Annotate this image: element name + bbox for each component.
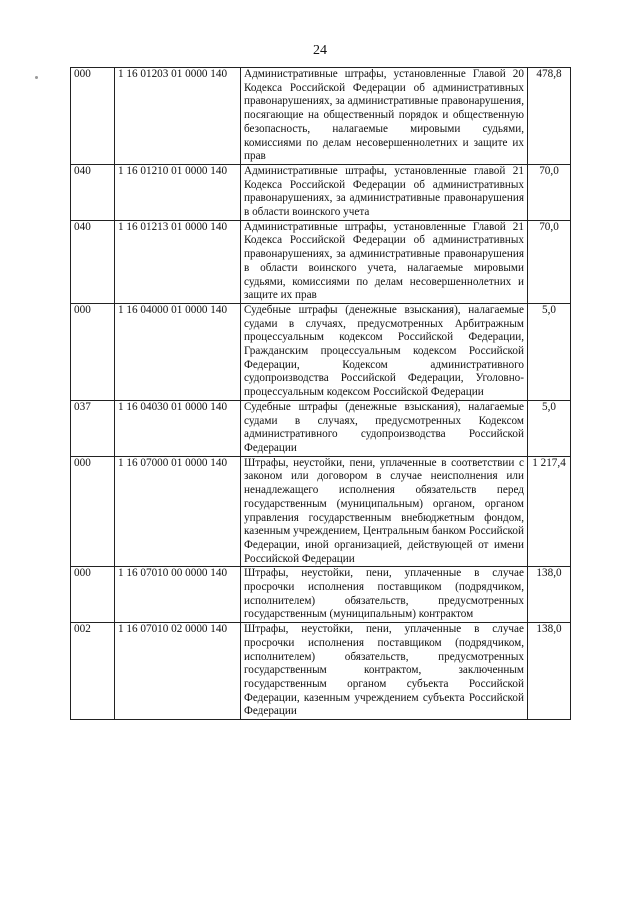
admin-code-cell: 037 [71,400,115,456]
amount-cell: 138,0 [528,623,571,720]
amount-cell: 1 217,4 [528,456,571,567]
table-row [71,623,571,720]
table-row [71,68,571,165]
table-row [71,456,571,567]
budget-code-cell: 1 16 04000 01 0000 140 [115,303,241,400]
revenue-name-cell: Административные штрафы, установленные главой 21 Кодекса Российской Федерации об административных правонарушениях, за административные правонарушения в области воинского учета [241,164,528,220]
budget-revenue-table [70,67,571,720]
amount-cell: 5,0 [528,303,571,400]
admin-code-cell: 040 [71,164,115,220]
table-row [71,303,571,400]
table-row [71,220,571,303]
budget-code-cell: 1 16 07010 02 0000 140 [115,623,241,720]
table-row [71,400,571,456]
admin-code-cell: 000 [71,567,115,623]
budget-code-cell: 1 16 01203 01 0000 140 [115,68,241,165]
admin-code-cell: 000 [71,456,115,567]
revenue-name-cell: Административные штрафы, установленные Главой 20 Кодекса Российской Федерации об административных правонарушениях, за административные правонарушения, посягающие на общественный порядок и общественную безопасность, налагаемые мировыми судьями, комиссиями по делам несовершеннолетних и защите их прав [241,68,528,165]
revenue-name-cell: Штрафы, неустойки, пени, уплаченные в случае просрочки исполнения поставщиком (подрядчиком, исполнителем) обязательств, предусмотренных государственным контрактом, заключенным государственным органом субъекта Российской Федерации, казенным учреждением субъекта Российской Федерации [241,623,528,720]
amount-cell: 138,0 [528,567,571,623]
table-body [71,68,571,720]
budget-code-cell: 1 16 07000 01 0000 140 [115,456,241,567]
budget-code-cell: 1 16 07010 00 0000 140 [115,567,241,623]
amount-cell: 70,0 [528,164,571,220]
budget-code-cell: 1 16 01210 01 0000 140 [115,164,241,220]
admin-code-cell: 000 [71,68,115,165]
admin-code-cell: 002 [71,623,115,720]
admin-code-cell: 000 [71,303,115,400]
revenue-name-cell: Штрафы, неустойки, пени, уплаченные в случае просрочки исполнения поставщиком (подрядчиком, исполнителем) обязательств, предусмотренных государственным (муниципальным) контрактом [241,567,528,623]
amount-cell: 70,0 [528,220,571,303]
revenue-name-cell: Административные штрафы, установленные Главой 21 Кодекса Российской Федерации об административных правонарушениях, за административные правонарушения в области воинского учета, налагаемые мировыми судьями, комиссиями по делам несовершеннолетних и защите их прав [241,220,528,303]
budget-code-cell: 1 16 01213 01 0000 140 [115,220,241,303]
amount-cell: 478,8 [528,68,571,165]
revenue-name-cell: Штрафы, неустойки, пени, уплаченные в соответствии с законом или договором в случае неисполнения или ненадлежащего исполнения обязательств перед государственным (муниципальным) органом, органом управления государственным внебюджетным фондом, казенным учреждением, Центральным банком Российской Федерации, иной организацией, действующей от имени Российской Федерации [241,456,528,567]
amount-cell: 5,0 [528,400,571,456]
margin-mark [35,76,38,79]
revenue-name-cell: Судебные штрафы (денежные взыскания), налагаемые судами в случаях, предусмотренных Кодексом административного судопроизводства Российской Федерации [241,400,528,456]
budget-code-cell: 1 16 04030 01 0000 140 [115,400,241,456]
table-row [71,164,571,220]
table-row [71,567,571,623]
admin-code-cell: 040 [71,220,115,303]
page-number: 24 [313,43,327,58]
revenue-name-cell: Судебные штрафы (денежные взыскания), налагаемые судами в случаях, предусмотренных Арбитражным процессуальным кодексом Российской Федерации, Гражданским процессуальным кодексом Российской Федерации, Кодексом административного судопроизводства Российской Федерации, Уголовно-процессуальным кодексом Российской Федерации [241,303,528,400]
